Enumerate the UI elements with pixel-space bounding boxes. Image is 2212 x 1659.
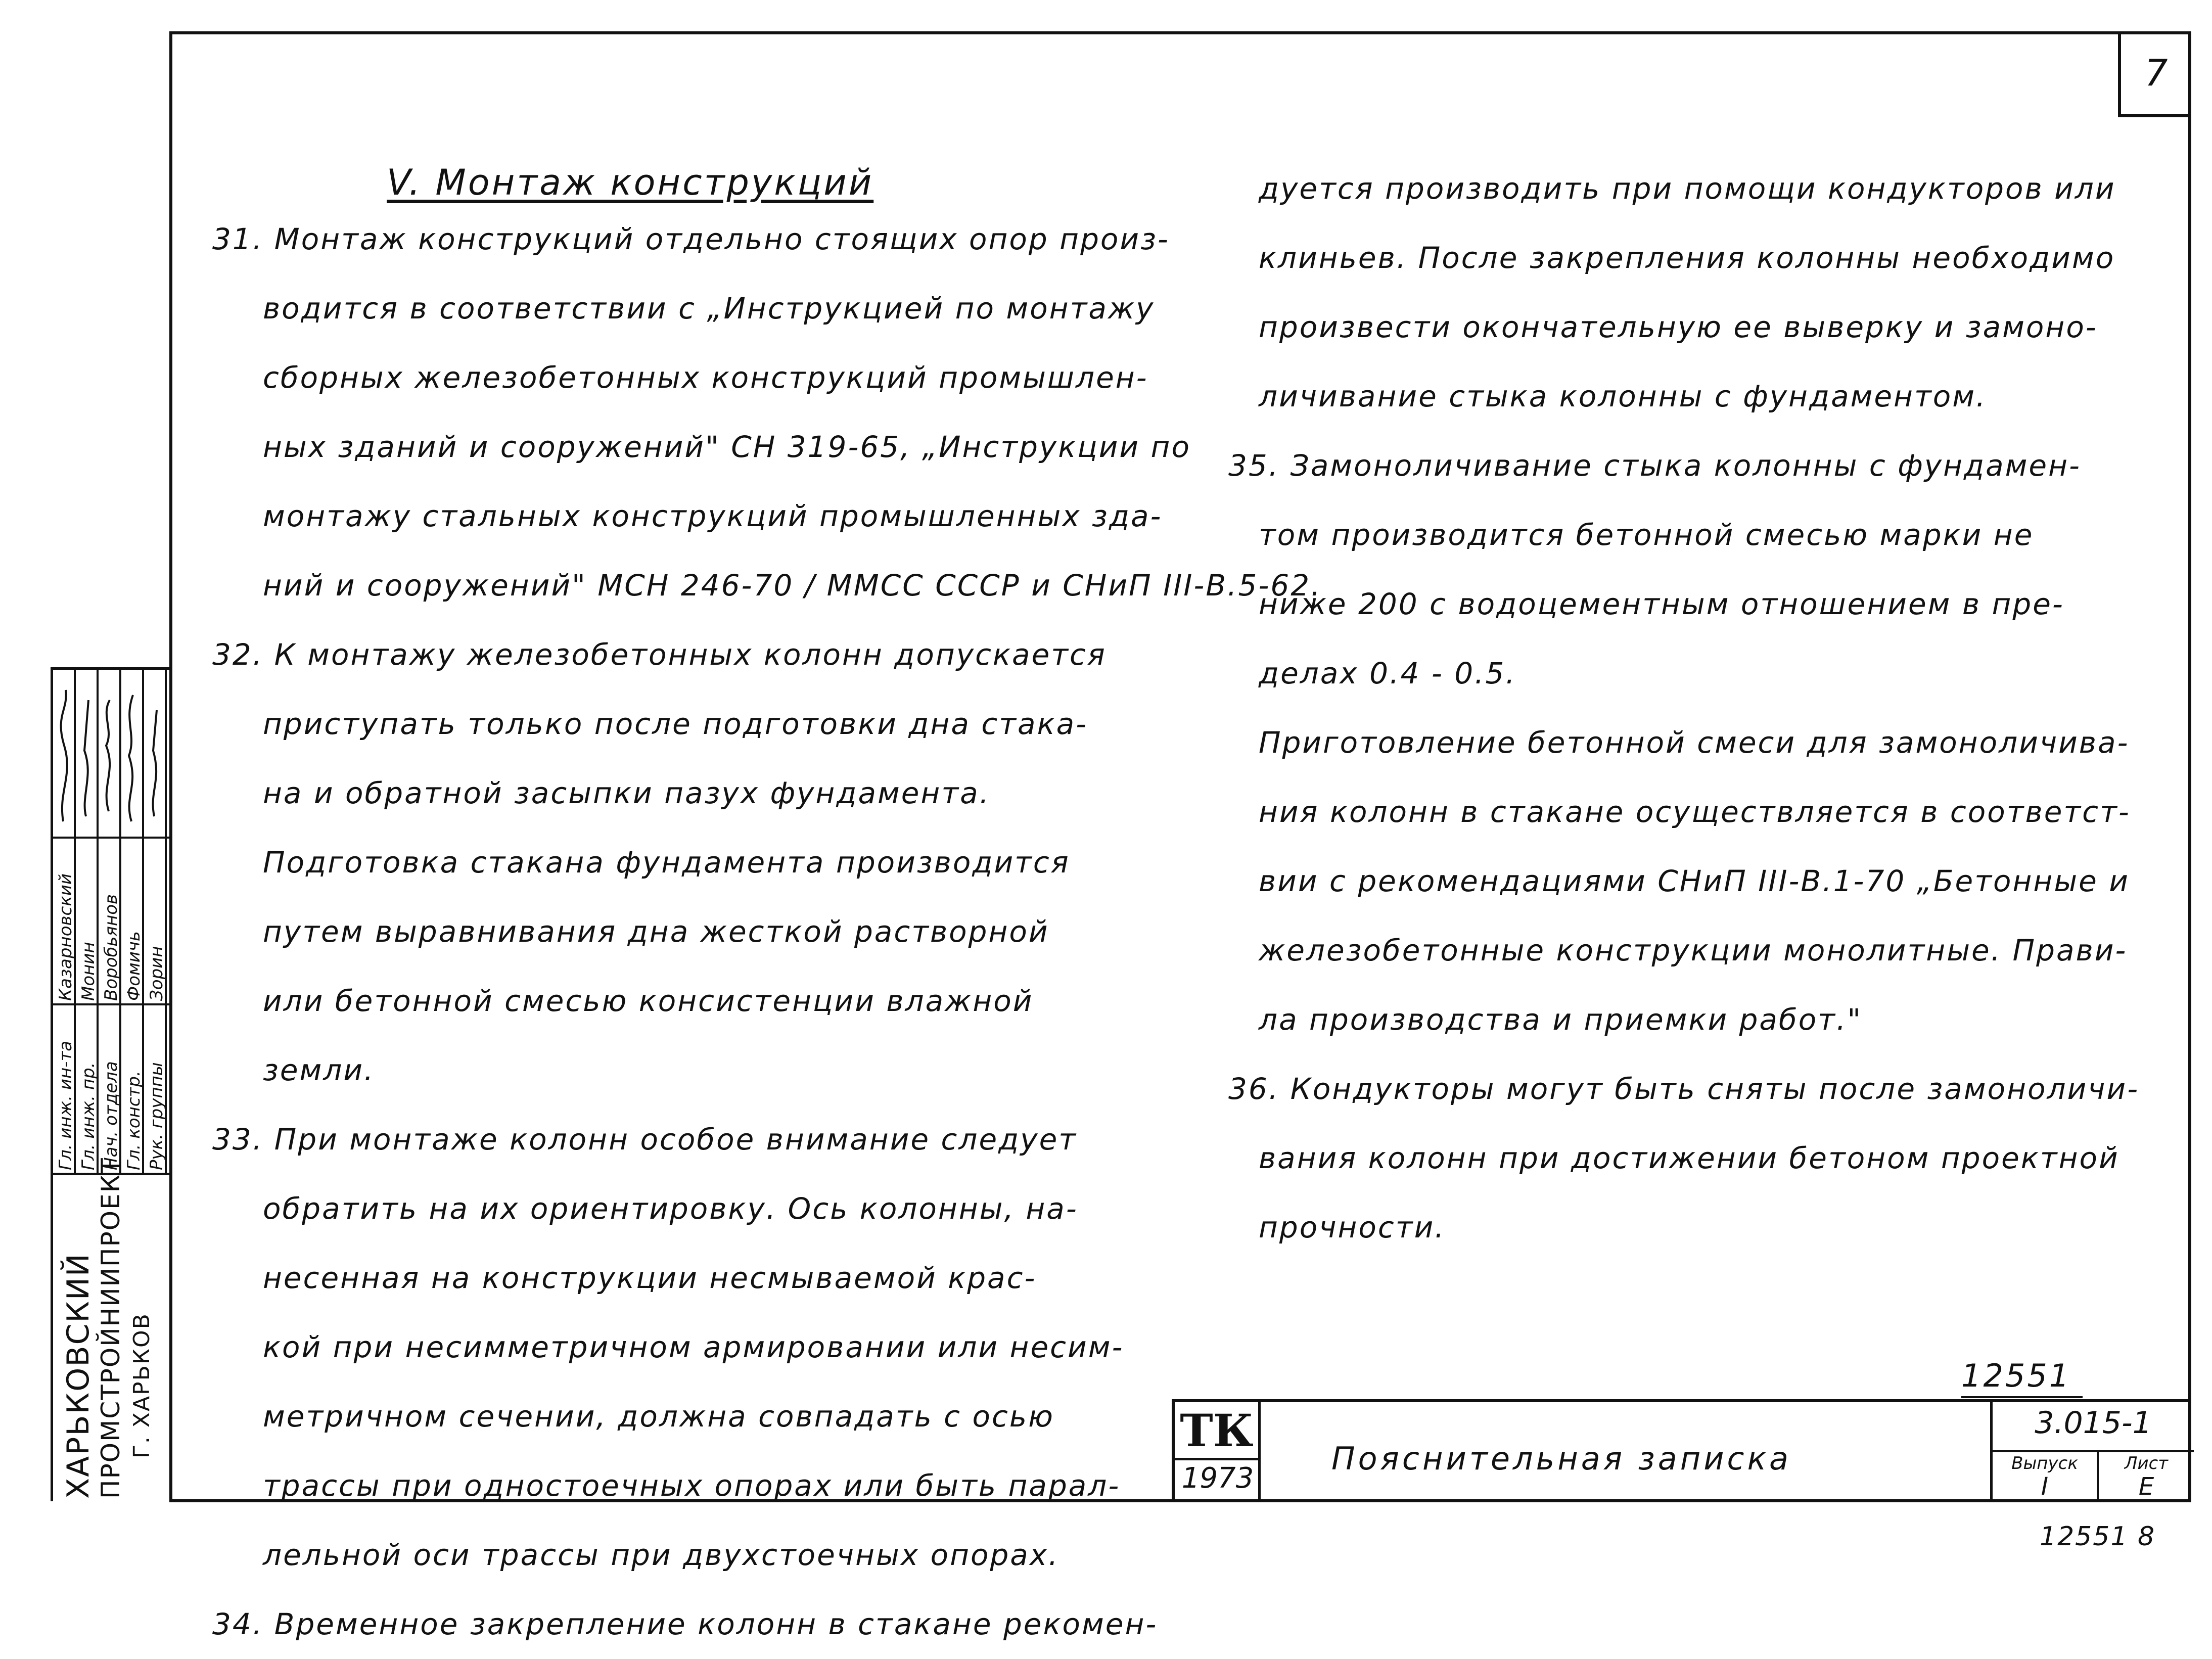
stamp-role: Рук. группы xyxy=(147,1062,167,1170)
vypusk-label: Выпуск xyxy=(2011,1453,2078,1473)
stamp-name: Монин xyxy=(78,942,99,1001)
text-line: Приготовление бетонной смеси для замоноличива- xyxy=(1259,725,2130,760)
text-line: приступать только после подготовки дна стака- xyxy=(263,707,1088,741)
text-line: прочности. xyxy=(1259,1210,1446,1245)
list-label: Лист xyxy=(2124,1453,2169,1473)
document-code: 3.015-1 xyxy=(2035,1405,2152,1441)
document-title: Пояснительная записка xyxy=(1331,1440,1792,1477)
page-footer: 12551 8 xyxy=(2040,1522,2156,1552)
org-name-line2: ПРОМСТРОЙНИИПРОЕКТ xyxy=(96,1157,125,1499)
vypusk-cell xyxy=(1993,1452,2099,1500)
stamp-row-divider xyxy=(53,1003,172,1005)
text-line: ных зданий и сооружений" СН 319-65, „Инструкции по xyxy=(263,430,1191,464)
text-line: том производится бетонной смесью марки не xyxy=(1259,518,2034,552)
text-line: клиньев. После закрепления колонны необходимо xyxy=(1259,241,2115,275)
code-cell xyxy=(1990,1402,2191,1500)
text-line: 33. При монтаже колонн особое внимание следует xyxy=(212,1122,1078,1157)
text-line: лельной оси трассы при двухстоечных опорах. xyxy=(263,1538,1059,1572)
text-line: делах 0.4 - 0.5. xyxy=(1259,656,1516,690)
text-line: 32. К монтажу железобетонных колонн допускается xyxy=(212,637,1107,672)
text-line: ла производства и приемки работ." xyxy=(1259,1002,1863,1037)
stamp-grid xyxy=(51,667,169,1173)
tk-logo: ТК xyxy=(1180,1404,1254,1457)
tk-cell xyxy=(1175,1402,1261,1500)
text-line: 31. Монтаж конструкций отдельно стоящих опор произ- xyxy=(212,222,1170,256)
list-cell xyxy=(2099,1452,2194,1500)
tk-year: 1973 xyxy=(1181,1462,1254,1495)
text-line: трассы при одностоечных опорах или быть парал- xyxy=(263,1468,1121,1503)
text-line: водится в соответствии с „Инструкцией по монтажу xyxy=(263,291,1155,326)
sheet-number-value: 7 xyxy=(2144,52,2168,94)
stamp-role: Гл. инж. ин-та xyxy=(56,1040,76,1170)
org-city: Г. ХАРЬКОВ xyxy=(129,1313,155,1458)
text-line: личивание стыка колонны с фундаментом. xyxy=(1259,379,1987,413)
text-line: сборных железобетонных конструкций промышлен- xyxy=(263,360,1148,395)
text-line: ний и сооружений" МСН 246-70 / ММСС СССР и СНиП III-В.5-62. xyxy=(263,568,1322,603)
text-line: или бетонной смесью консистенции влажной xyxy=(263,984,1034,1018)
organization-block xyxy=(51,1157,169,1501)
stamp-name: Фомичь xyxy=(124,931,144,1001)
stamp-name: Зорин xyxy=(147,946,167,1001)
text-line: обратить на их ориентировку. Ось колонны, на- xyxy=(263,1191,1078,1226)
section-title: V. Монтаж конструкций xyxy=(387,162,874,203)
text-line: несенная на конструкции несмываемой крас- xyxy=(263,1261,1037,1295)
signatures-icon xyxy=(53,670,169,837)
text-line: земли. xyxy=(263,1053,375,1087)
text-line: кой при несимметричном армировании или несим- xyxy=(263,1330,1124,1364)
title-block xyxy=(1172,1399,2191,1500)
text-line: 36. Кондукторы могут быть сняты после замоноличи- xyxy=(1228,1072,2140,1106)
stamp-name: Воробьянов xyxy=(101,894,121,1001)
text-line: произвести окончательную ее выверку и замоно- xyxy=(1259,310,2098,344)
stamp-role: Гл. констр. xyxy=(124,1071,144,1170)
text-line: путем выравнивания дна жесткой растворной xyxy=(263,914,1049,949)
list-value: Е xyxy=(2138,1472,2154,1501)
text-line: ния колонн в стакане осуществляется в соответст- xyxy=(1259,795,2131,829)
text-line: Подготовка стакана фундамента производится xyxy=(263,845,1070,880)
right-text-column xyxy=(1228,154,2169,1262)
tk-divider xyxy=(1175,1458,1258,1460)
text-line: 35. Замоноличивание стыка колонны с фундамен- xyxy=(1228,448,2081,483)
approval-stamp xyxy=(51,667,169,1501)
stamp-row-divider xyxy=(53,837,172,839)
stamp-role: Нач. отдела xyxy=(101,1061,121,1170)
text-line: 34. Временное закрепление колонн в стакане рекомен- xyxy=(212,1607,1158,1641)
stamp-role: Гл. инж. пр. xyxy=(78,1062,99,1170)
archive-number: 12551 xyxy=(1961,1357,2071,1394)
archive-number-underline xyxy=(1961,1396,2083,1398)
text-line: метричном сечении, должна совпадать с осью xyxy=(263,1399,1054,1434)
text-line: дуется производить при помощи кондукторов или xyxy=(1259,171,2116,206)
text-line: на и обратной засыпки пазух фундамента. xyxy=(263,776,991,810)
text-line: ниже 200 с водоцементным отношением в пре- xyxy=(1259,587,2064,621)
org-name-line1: ХАРЬКОВСКИЙ xyxy=(61,1253,96,1499)
stamp-name: Казарновский xyxy=(56,873,76,1001)
sheet-number xyxy=(2118,31,2191,117)
text-line: железобетонные конструкции монолитные. Прави- xyxy=(1259,933,2128,967)
text-line: вания колонн при достижении бетоном проектной xyxy=(1259,1141,2119,1175)
vypusk-value: I xyxy=(2041,1472,2049,1501)
text-line: вии с рекомендациями СНиП III-В.1-70 „Бетонные и xyxy=(1259,864,2130,898)
text-line: монтажу стальных конструкций промышленных зда- xyxy=(263,499,1163,533)
